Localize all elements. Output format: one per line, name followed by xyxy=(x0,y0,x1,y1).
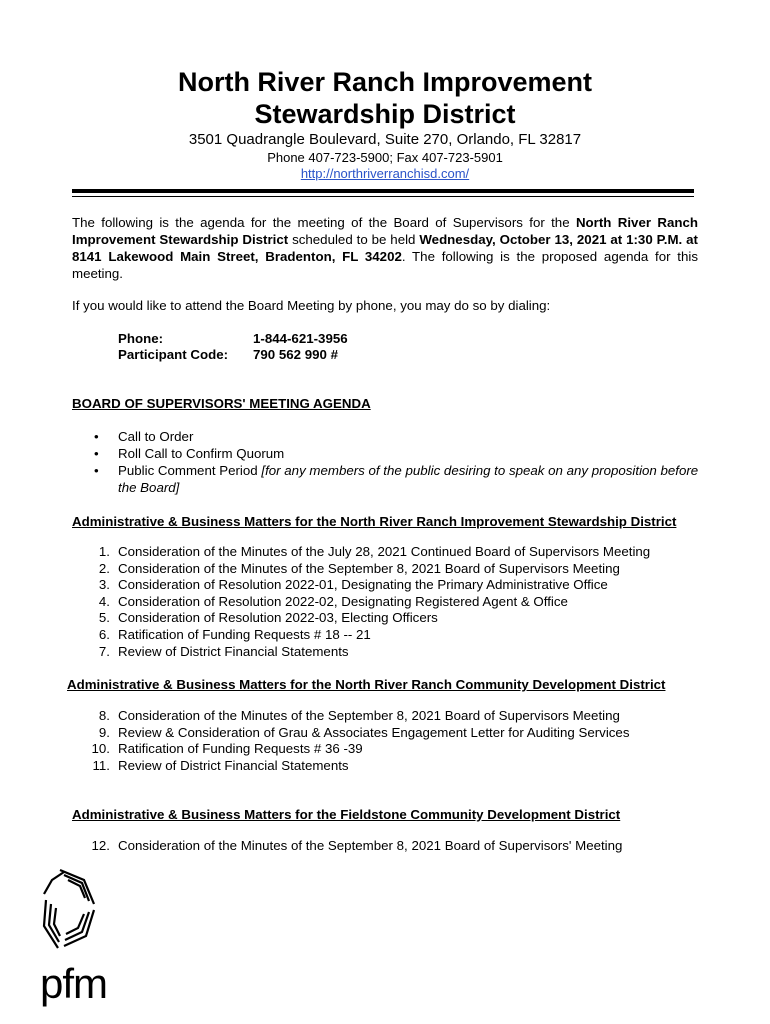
list-item xyxy=(72,428,700,445)
bullet-icon: • xyxy=(94,429,99,444)
item-number: 8. xyxy=(98,708,110,723)
item-text: Consideration of the Minutes of the September 8, 2021 Board of Supervisors' Meeting xyxy=(118,838,623,853)
section-items-isd xyxy=(72,544,702,660)
item-text: Ratification of Funding Requests # 18 -- 21 xyxy=(118,626,371,642)
list-item xyxy=(72,561,702,578)
participant-code-value: 790 562 990 # xyxy=(253,347,339,362)
item-number: 4. xyxy=(98,593,110,609)
item-text: Consideration of the Minutes of the September 8, 2021 Board of Supervisors Meeting xyxy=(118,560,620,576)
item-number: 6. xyxy=(98,626,110,642)
agenda-heading: BOARD OF SUPERVISORS' MEETING AGENDA xyxy=(72,396,371,411)
intro-meeting-datetime-location: Wednesday, October 13, 2021 at 1:30 P.M. at 8141 Lakewood Main Street, Bradenton, FL 34202 xyxy=(72,232,698,264)
list-item xyxy=(72,544,702,561)
bullet-icon: • xyxy=(94,446,99,461)
opening-items-list xyxy=(72,428,700,496)
district-address: 3501 Quadrangle Boulevard, Suite 270, Orlando, FL 32817 xyxy=(188,131,582,148)
item-text: Consideration of Resolution 2022-01, Designating the Primary Administrative Office xyxy=(118,577,608,593)
pfm-logo-icon xyxy=(38,866,98,960)
district-phone-fax: Phone 407-723-5900; Fax 407-723-5901 xyxy=(267,150,503,165)
list-item-text: Call to Order xyxy=(118,429,194,444)
intro-text-2: scheduled to be held xyxy=(288,232,420,247)
item-number: 1. xyxy=(98,544,110,559)
list-item xyxy=(72,838,702,855)
district-title-line2: Stewardship District xyxy=(254,99,516,129)
bullet-icon: • xyxy=(94,463,99,478)
list-item xyxy=(72,644,702,661)
phone-number: 1-844-621-3956 xyxy=(253,331,348,346)
list-item xyxy=(72,627,702,644)
intro-paragraph xyxy=(72,214,698,282)
item-number: 5. xyxy=(98,610,110,626)
pfm-logo-text: pfm xyxy=(40,960,108,1007)
item-number: 7. xyxy=(98,643,110,659)
section-items-fieldstone-cdd xyxy=(72,838,702,855)
list-item xyxy=(72,445,700,462)
item-text: Consideration of the Minutes of the July 28, 2021 Continued Board of Supervisors Meeting xyxy=(118,544,651,559)
header-divider-thin xyxy=(72,196,694,197)
list-item xyxy=(72,758,702,775)
intro-text-3: . The following is the proposed agenda for this meeting. xyxy=(72,249,698,281)
list-item-text: Public Comment Period xyxy=(118,463,262,478)
phone-label: Phone: xyxy=(118,331,164,346)
item-text: Review of District Financial Statements xyxy=(118,757,349,773)
item-number: 2. xyxy=(98,560,110,576)
item-text: Consideration of Resolution 2022-02, Designating Registered Agent & Office xyxy=(118,593,568,609)
item-number: 9. xyxy=(98,724,110,740)
item-number: 10. xyxy=(91,741,110,757)
section-heading-fieldstone-cdd: Administrative & Business Matters for the Fieldstone Community Development District xyxy=(72,807,621,822)
intro-district-name: North River Ranch Improvement Stewardship District xyxy=(72,215,698,247)
list-item xyxy=(72,610,702,627)
item-text: Ratification of Funding Requests # 36 -39 xyxy=(118,741,363,757)
list-item xyxy=(72,577,702,594)
list-item-text: Roll Call to Confirm Quorum xyxy=(118,446,285,461)
dial-in-instructions: If you would like to attend the Board Meeting by phone, you may do so by dialing: xyxy=(72,298,551,313)
item-number: 11. xyxy=(92,757,110,773)
item-text: Review of District Financial Statements xyxy=(118,643,349,659)
section-heading-isd: Administrative & Business Matters for the North River Ranch Improvement Stewardship District xyxy=(72,514,677,529)
item-number: 12. xyxy=(91,838,110,853)
district-title-line1: North River Ranch Improvement xyxy=(177,67,593,97)
section-heading-nrr-cdd: Administrative & Business Matters for the North River Ranch Community Development District xyxy=(67,677,666,692)
participant-code-label: Participant Code: xyxy=(118,347,229,362)
item-text: Review & Consideration of Grau & Associates Engagement Letter for Auditing Services xyxy=(118,724,630,740)
item-text: Consideration of Resolution 2022-03, Electing Officers xyxy=(118,610,438,626)
public-comment-note: [for any members of the public desiring to speak on any proposition before the Board] xyxy=(118,463,699,495)
list-item xyxy=(72,741,702,758)
district-website-link[interactable]: http://northriverranchisd.com/ xyxy=(300,166,470,181)
list-item xyxy=(72,725,702,742)
list-item xyxy=(72,708,702,725)
list-item xyxy=(72,594,702,611)
list-item xyxy=(72,462,700,496)
header-divider-thick xyxy=(72,189,694,193)
item-number: 3. xyxy=(98,577,110,593)
item-text: Consideration of the Minutes of the September 8, 2021 Board of Supervisors Meeting xyxy=(118,708,620,723)
intro-text-1: The following is the agenda for the meeting of the Board of Supervisors for the xyxy=(72,215,576,230)
section-items-nrr-cdd xyxy=(72,708,702,774)
